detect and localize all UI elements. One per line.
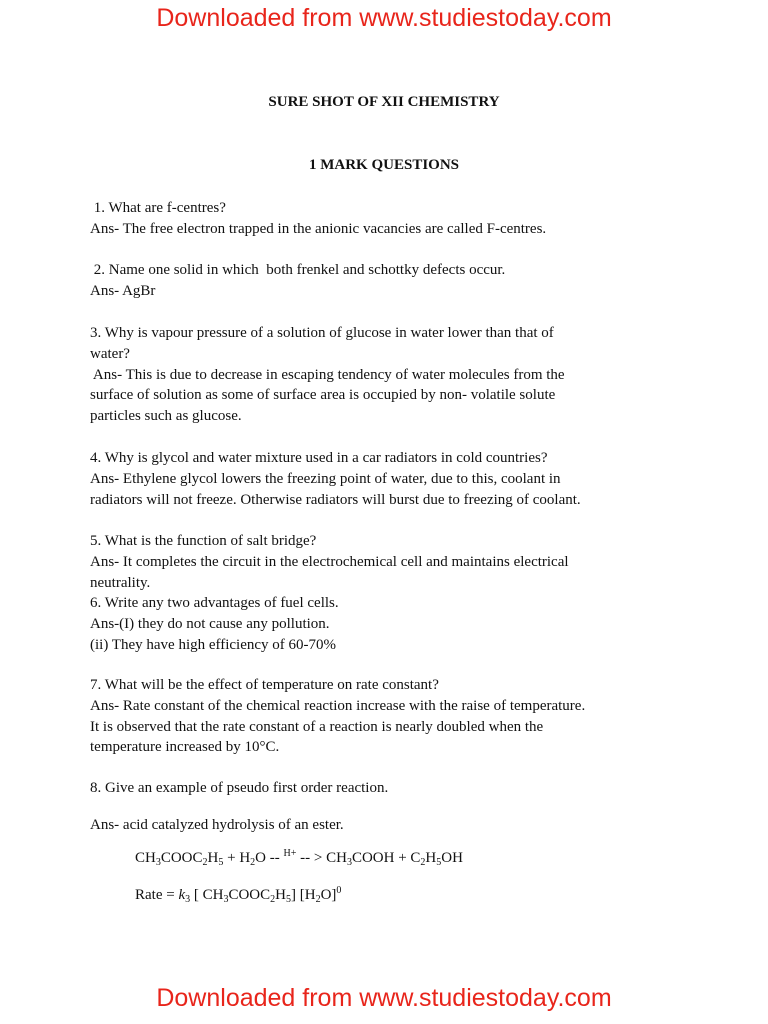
answer-text: Ans- This is due to decrease in escaping tendency of water molecules from the: [90, 366, 565, 383]
document-title: SURE SHOT OF XII CHEMISTRY: [268, 94, 500, 110]
answer-text: Ans- It completes the circuit in the electrochemical cell and maintains electrical: [90, 553, 569, 570]
answer-text: radiators will not freeze. Otherwise radiators will burst due to freezing of coolant.: [90, 491, 581, 508]
hydrolysis-equation: $CH_3COOC_2H_5 + H_2O -- ^{H+}$ -- > $CH_3COOH + C_2H_5OH$: [135, 848, 463, 868]
reaction-arrow: --: [269, 850, 284, 866]
question-4: [90, 448, 690, 510]
answer-text: Ans- The free electron trapped in the anionic vacancies are called F-centres.: [90, 220, 547, 237]
question-3: [90, 323, 690, 427]
question-text: 2. Name one solid in which both frenkel and schottky defects occur.: [90, 262, 506, 278]
answer-text: Ans-(I) they do not cause any pollution.: [90, 616, 330, 633]
answer-text: neutrality.: [90, 574, 151, 591]
question-2: [90, 260, 690, 302]
question-1: [90, 198, 690, 240]
section-heading: 1 MARK QUESTIONS: [308, 157, 460, 173]
question-text: 6. Write any two advantages of fuel cells.: [90, 595, 339, 612]
source-banner-bottom[interactable]: Downloaded from www.studiestoday.com: [156, 984, 612, 1012]
question-text: 7. What will be the effect of temperature on rate constant?: [90, 677, 439, 693]
question-7: [90, 675, 690, 758]
question-text: 1. What are f-centres?: [90, 200, 226, 216]
question-8: [90, 778, 690, 799]
answer-text: Ans- AgBr: [90, 282, 156, 299]
answer-text: Ans- Ethylene glycol lowers the freezing point of water, due to this, coolant in: [90, 470, 561, 487]
rate-equation: Rate = $k_3$ [ $CH_3COOC_2H_5$] $[H_2O]^0$: [135, 885, 342, 905]
answer-text: temperature increased by 10°C.: [90, 739, 280, 756]
question-text: 8. Give an example of pseudo first order reaction.: [90, 780, 389, 796]
answer-text: It is observed that the rate constant of a reaction is nearly doubled when the: [90, 718, 544, 735]
question-text: 5. What is the function of salt bridge?: [90, 533, 317, 549]
question-text: 3. Why is vapour pressure of a solution of glucose in water lower than that of: [90, 325, 554, 341]
source-banner-top[interactable]: Downloaded from www.studiestoday.com: [156, 4, 612, 32]
answer-text: particles such as glucose.: [90, 408, 242, 425]
question-8-answer: [90, 815, 690, 836]
question-text: 4. Why is glycol and water mixture used in a car radiators in cold countries?: [90, 450, 548, 466]
question-5-6: [90, 531, 690, 656]
answer-text: surface of solution as some of surface area is occupied by non- volatile solute: [90, 387, 556, 404]
question-text: water?: [90, 345, 130, 362]
answer-text: (ii) They have high efficiency of 60-70%: [90, 636, 337, 653]
answer-text: Ans- Rate constant of the chemical reaction increase with the raise of temperature.: [90, 697, 586, 714]
catalyst-label: H+: [283, 848, 297, 859]
answer-text: Ans- acid catalyzed hydrolysis of an ester.: [90, 817, 344, 833]
